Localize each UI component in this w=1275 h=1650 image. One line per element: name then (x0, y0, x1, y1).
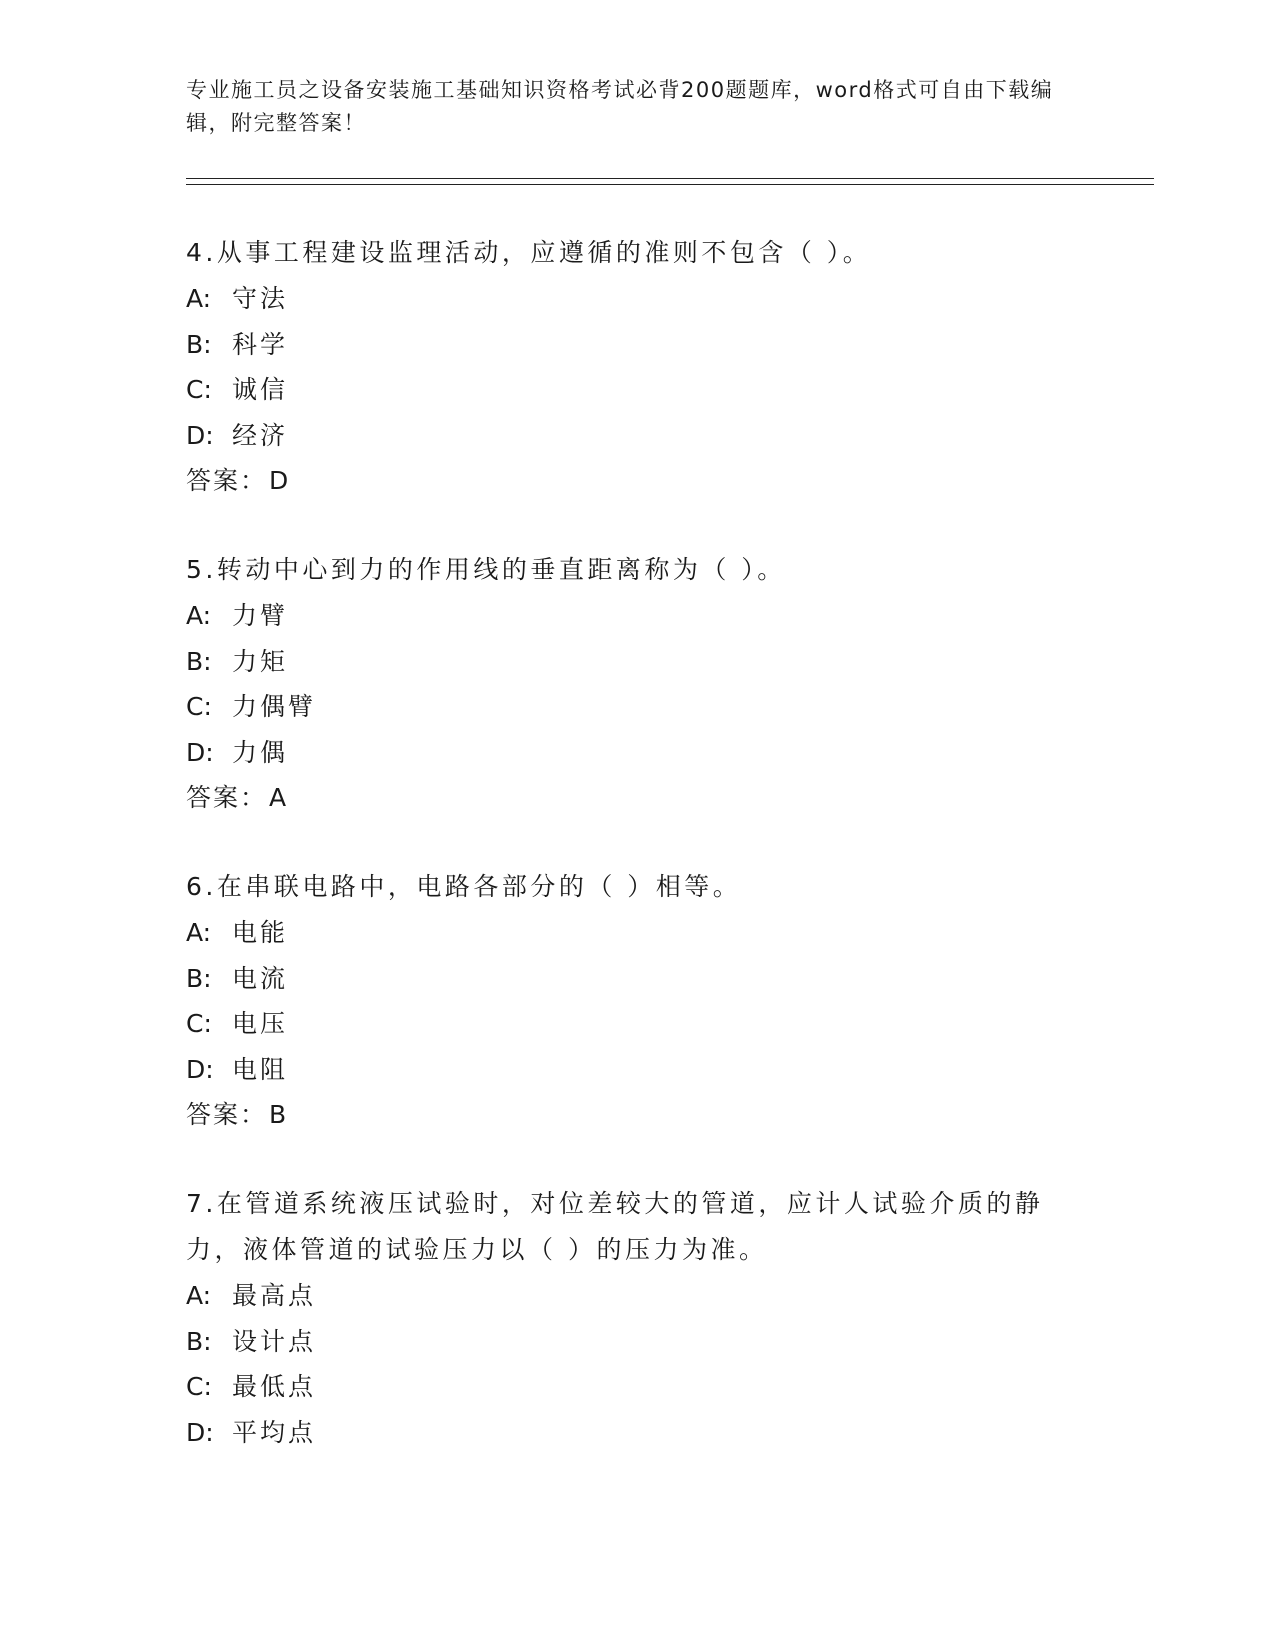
option-letter: A: (186, 918, 212, 947)
option-text: 力臂 (232, 601, 289, 630)
option-d (186, 1410, 1066, 1456)
option-letter: C: (186, 375, 212, 404)
option-letter: A: (186, 601, 212, 630)
option-letter: B: (186, 646, 212, 676)
question-stem: 7.在管道系统液压试验时，对位差较大的管道，应计人试验介质的静力，液体管道的试验压力以（ ）的压力为准。 (186, 1189, 1044, 1264)
option-letter: D: (186, 1417, 214, 1447)
option-text: 平均点 (232, 1417, 317, 1447)
header-divider-top (186, 178, 1154, 179)
answer-line (186, 1092, 1066, 1138)
option-text: 电能 (232, 918, 289, 947)
option-c (186, 1364, 1066, 1410)
option-c (186, 684, 1066, 730)
option-d (186, 730, 1066, 776)
option-text: 最高点 (232, 1281, 317, 1310)
option-a (186, 1273, 1066, 1319)
option-a (186, 276, 1066, 322)
answer-label: 答案： (186, 466, 268, 495)
option-text: 科学 (232, 329, 289, 359)
option-d (186, 413, 1066, 459)
question-stem: 6.在串联电路中，电路各部分的（ ）相等。 (186, 872, 742, 901)
option-text: 守法 (232, 284, 289, 313)
answer-value: A (269, 783, 289, 812)
question-stem: 4.从事工程建设监理活动，应遵循的准则不包含（ ）。 (186, 238, 872, 267)
option-text: 经济 (232, 420, 289, 450)
option-text: 力偶 (232, 737, 289, 767)
answer-label: 答案： (186, 1100, 268, 1129)
option-text: 电流 (232, 963, 289, 993)
option-text: 电阻 (232, 1054, 289, 1084)
option-letter: D: (186, 420, 214, 450)
answer-label: 答案： (186, 783, 268, 812)
option-text: 力矩 (232, 646, 289, 676)
option-b (186, 639, 1066, 685)
answer-value: B (269, 1100, 289, 1129)
answer-line (186, 458, 1066, 504)
option-b (186, 1319, 1066, 1365)
option-d (186, 1047, 1066, 1093)
answer-value: D (269, 466, 291, 495)
option-letter: B: (186, 1326, 212, 1356)
option-text: 力偶臂 (232, 692, 317, 721)
option-text: 设计点 (232, 1326, 317, 1356)
header-divider-bottom (186, 184, 1154, 185)
option-text: 电压 (232, 1009, 289, 1038)
option-a (186, 593, 1066, 639)
question-5 (186, 547, 1066, 821)
option-b (186, 322, 1066, 368)
document-header: 专业施工员之设备安装施工基础知识资格考试必背200题题库，word格式可自由下载编辑，附完整答案！ (186, 78, 1054, 135)
option-letter: C: (186, 1372, 212, 1401)
option-letter: C: (186, 692, 212, 721)
question-stem: 5.转动中心到力的作用线的垂直距离称为（ ）。 (186, 555, 786, 584)
option-c (186, 367, 1066, 413)
option-text: 诚信 (232, 375, 289, 404)
question-4 (186, 230, 1066, 504)
answer-line (186, 775, 1066, 821)
option-c (186, 1001, 1066, 1047)
option-letter: A: (186, 1281, 212, 1310)
option-letter: B: (186, 329, 212, 359)
option-letter: C: (186, 1009, 212, 1038)
question-6 (186, 864, 1066, 1138)
option-letter: D: (186, 737, 214, 767)
option-text: 最低点 (232, 1372, 317, 1401)
question-7 (186, 1181, 1066, 1455)
option-b (186, 956, 1066, 1002)
option-a (186, 910, 1066, 956)
option-letter: B: (186, 963, 212, 993)
option-letter: A: (186, 284, 212, 313)
option-letter: D: (186, 1054, 214, 1084)
